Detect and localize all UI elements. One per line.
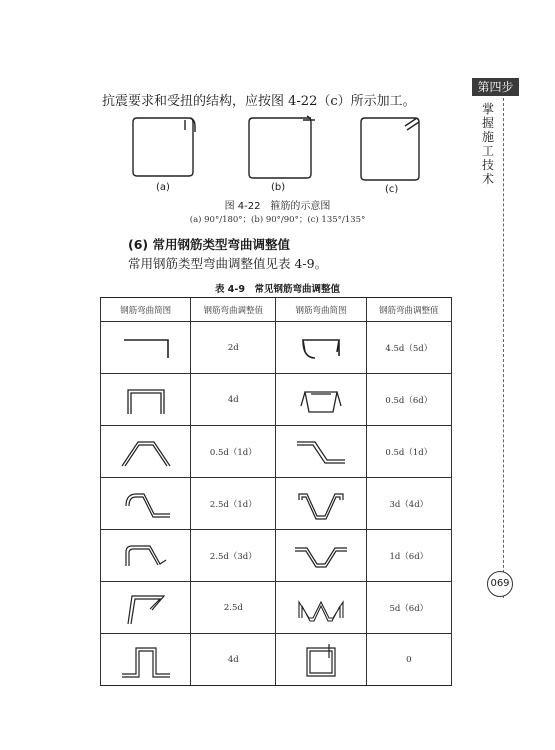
header-diagram: 钢筋弯曲简图 [276, 298, 366, 322]
figure-title: 图 4-22 箍筋的示意图 [224, 201, 331, 212]
j-bend-icon [116, 538, 176, 574]
table-title: 表 4-9 常见钢筋弯曲调整值 [215, 284, 340, 295]
table-row [101, 582, 452, 634]
row-value: 5d（6d） [366, 582, 451, 634]
v-wave-icon [291, 538, 351, 574]
row-value: 4d [191, 374, 276, 426]
row-value: 2d [191, 322, 276, 374]
row-value: 0.5d（1d） [191, 426, 276, 478]
page-number: 069 [487, 571, 513, 597]
row-value: 2.5d [191, 582, 276, 634]
header-value: 钢筋弯曲调整值 [191, 298, 276, 322]
row-value: 0.5d（1d） [366, 426, 451, 478]
table-row [101, 530, 452, 582]
u-bend-icon [116, 382, 176, 418]
row-value: 3d（4d） [366, 478, 451, 530]
table-row [101, 478, 452, 530]
stirrup-a-icon [133, 118, 195, 176]
step-bend-icon [116, 486, 176, 522]
table-row [101, 634, 452, 686]
section-body: 常用钢筋类型弯曲调整值见表 4-9。 [128, 256, 328, 271]
bend-adjustment-table [100, 297, 452, 686]
flag-bend-icon [116, 590, 176, 626]
figure-label-a: (a) [156, 182, 170, 193]
chapter-label: 第四步 [472, 78, 519, 96]
v-trough-icon [291, 486, 351, 522]
header-value: 钢筋弯曲调整值 [366, 298, 451, 322]
stirrup-icon [291, 640, 351, 680]
trapezoid-bend-icon [116, 434, 176, 470]
row-value: 2.5d（1d） [191, 478, 276, 530]
row-value: 0 [366, 634, 451, 686]
table-row [101, 322, 452, 374]
figure-label-c: (c) [385, 184, 399, 195]
table-row [101, 374, 452, 426]
double-hook-icon [291, 330, 351, 366]
stirrup-figure [125, 112, 435, 192]
z-bend-icon [291, 434, 351, 470]
row-value: 4.5d（5d） [366, 322, 451, 374]
row-value: 1d（6d） [366, 530, 451, 582]
header-diagram: 钢筋弯曲简图 [101, 298, 191, 322]
figure-label-b: (b) [271, 182, 286, 193]
figure-subtitle: (a) 90°/180°；(b) 90°/90°；(c) 135°/135° [189, 215, 366, 225]
stirrup-c-icon [361, 118, 419, 180]
table-row [101, 426, 452, 478]
section-heading: (6) 常用钢筋类型弯曲调整值 [128, 237, 290, 252]
intro-text: 抗震要求和受扭的结构，应按图 4-22（c）所示加工。 [102, 94, 416, 109]
row-value: 0.5d（6d） [366, 374, 451, 426]
hat-bend-icon [116, 640, 176, 680]
sidebar-divider [503, 98, 504, 598]
m-bend-icon [291, 590, 351, 626]
hook-bend-icon [116, 330, 176, 366]
row-value: 4d [191, 634, 276, 686]
table-header-row [101, 298, 452, 322]
chapter-title: 掌握施工技术 [482, 102, 495, 186]
closed-loop-icon [291, 382, 351, 418]
row-value: 2.5d（3d） [191, 530, 276, 582]
stirrup-b-icon [249, 116, 315, 178]
